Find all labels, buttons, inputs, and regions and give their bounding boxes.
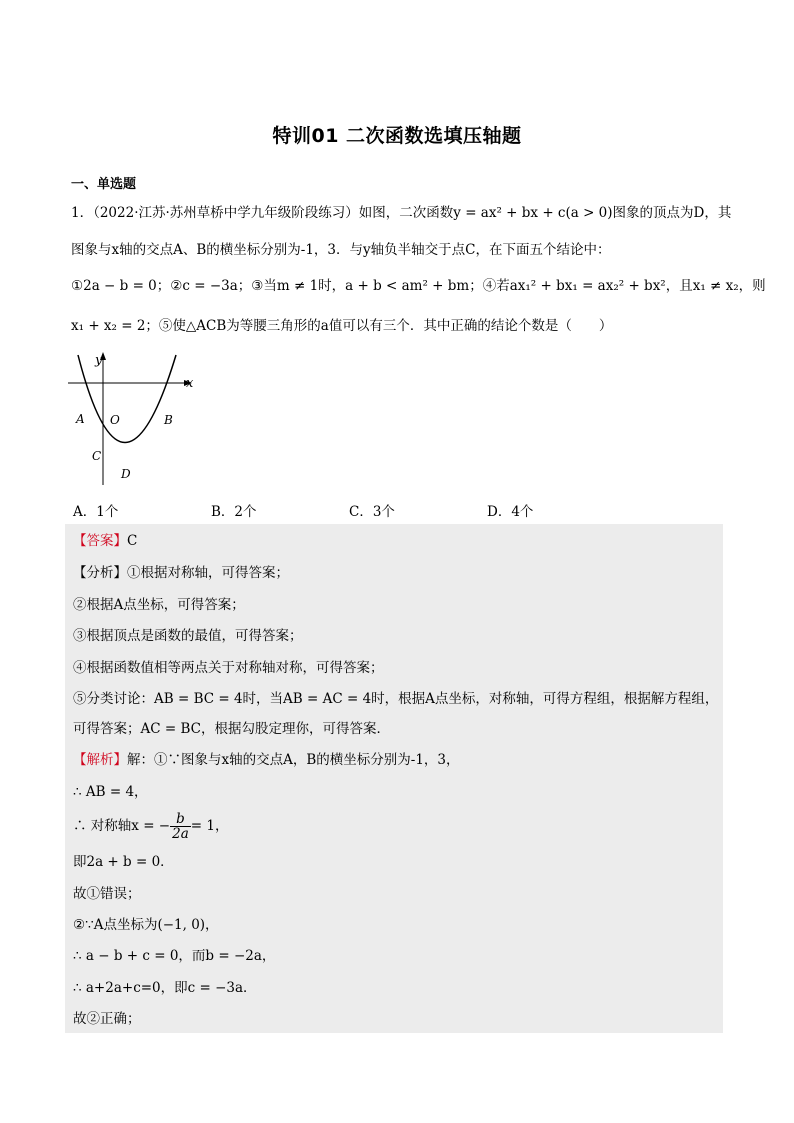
question-line-3: ①2a − b = 0；②c = −3a；③当m ≠ 1时，a + b < am² + bm；④若ax₁² + bx₁ = ax₂² + bx²，且x₁ ≠ x₂，则 xyxy=(71,278,766,294)
solution-line-3: ∴ 对称轴x = − $\frac{b}{2a}$ = 1， xyxy=(73,811,229,842)
solution-line-4: 即2a + b = 0． xyxy=(73,854,174,870)
analysis-line-2: ②根据A点坐标，可得答案； xyxy=(73,597,245,613)
analysis-line-1: 【分析】①根据对称轴，可得答案； xyxy=(73,565,289,581)
choice-c[interactable]: C．3个 xyxy=(349,504,395,520)
solution-line-8: ∴ a+2a+c=0，即c = −3a． xyxy=(73,980,257,996)
solution-line-9: 故②正确； xyxy=(73,1011,141,1027)
answer-line xyxy=(73,531,137,551)
choice-d[interactable]: D．4个 xyxy=(487,504,534,520)
page-title: 特训01 二次函数选填压轴题 xyxy=(272,125,522,147)
question-line-2: 图象与x轴的交点A、B的横坐标分别为-1，3．与y轴负半轴交于点C，在下面五个结论中： xyxy=(71,242,611,258)
label-x: x xyxy=(186,376,194,391)
label-y: y xyxy=(95,353,103,368)
answer-tag: 【答案】 xyxy=(73,533,127,549)
label-a: A xyxy=(76,412,85,426)
solution-line-2: ∴ AB = 4， xyxy=(73,784,148,800)
solution-line-5: 故①错误； xyxy=(73,886,141,902)
answer-value: C xyxy=(127,533,138,549)
analysis-tag: 【分析】 xyxy=(73,565,127,581)
analysis-line-5: ⑤分类讨论：AB = BC = 4时，当AB = AC = 4时，根据A点坐标，对称轴，可得方程组，根据解方程组， xyxy=(73,691,719,707)
label-c: C xyxy=(92,449,102,463)
label-o: O xyxy=(110,413,120,427)
question-line-1: 1．（2022·江苏·苏州草桥中学九年级阶段练习）如图，二次函数y = ax² + bx + c(a > 0)图象的顶点为D，其 xyxy=(71,205,732,221)
question-line-4: x₁ + x₂ = 2；⑤使△ACB为等腰三角形的a值可以有三个．其中正确的结论个数是（ ） xyxy=(71,318,613,334)
analysis-line-3: ③根据顶点是函数的最值，可得答案； xyxy=(73,628,303,644)
section-heading: 一、单选题 xyxy=(71,177,137,192)
solution-line-7: ∴ a − b + c = 0，而b = −2a， xyxy=(73,948,276,964)
solution-line-6: ②∵A点坐标为(−1, 0)， xyxy=(73,917,219,933)
label-b: B xyxy=(164,413,173,427)
parabola-figure xyxy=(68,350,198,490)
label-d: D xyxy=(121,467,131,481)
analysis-line-4: ④根据函数值相等两点关于对称轴对称，可得答案； xyxy=(73,660,384,676)
analysis-line-6: 可得答案；AC = BC，根据勾股定理你，可得答案． xyxy=(73,721,390,737)
choice-b[interactable]: B．2个 xyxy=(211,504,257,520)
fraction-b-over-2a: $\frac{b}{2a}$ xyxy=(172,811,189,842)
solution-line-1: 【解析】解：①∵图象与x轴的交点A，B的横坐标分别为-1，3， xyxy=(73,752,460,768)
solution-tag: 【解析】 xyxy=(73,752,127,768)
choice-a[interactable]: A．1个 xyxy=(73,504,119,520)
